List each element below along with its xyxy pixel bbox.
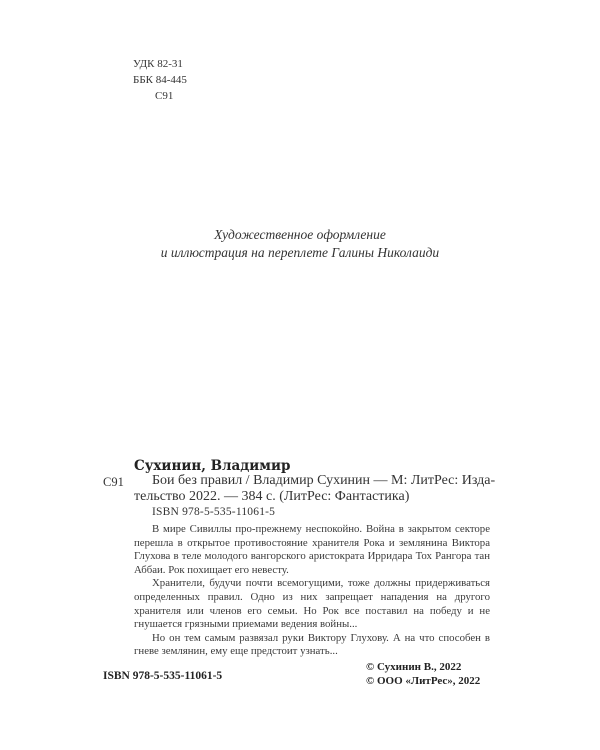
catalog-author: Сухинин, Владимир xyxy=(134,458,291,474)
annotation-paragraph: Но он тем самым развязал руки Виктору Глухову. А на что способен в гневе землянин, ему еще предстоит узнать... xyxy=(134,631,490,658)
bibliographic-description xyxy=(134,473,494,505)
credits-line-2: и иллюстрация на переплете Галины Николаиди xyxy=(160,245,440,260)
illustration-credits xyxy=(0,226,600,262)
copyright-author: © Сухинин В., 2022 xyxy=(366,661,462,673)
bbk-code: ББК 84-445 xyxy=(133,74,187,86)
annotation-paragraph: Хранители, будучи почти всемогущими, тоже должны придерживаться определенных правил. Одно из них запрещает нападения на другого хранителя или членов его семьи. Но Рок все поставил на победу и не гнушается грязными приемами ведения войны... xyxy=(134,577,490,631)
description-line-1: Бои без правил / Владимир Сухинин — М: ЛитРес: Изда- xyxy=(152,473,496,488)
catalog-author-mark: С91 xyxy=(103,475,124,489)
annotation-paragraph: В мире Сивиллы про-прежнему неспокойно. Война в закрытом секторе перешла в открытое противостояние хранителя Рока и землянина Виктора Глухова в теле молодого вангорского аристократа Ирридара Тох Рангора тан Аббаи. Рок похищает его невесту. xyxy=(134,523,490,576)
author-mark: С91 xyxy=(155,90,174,102)
classification-codes xyxy=(133,56,187,104)
credits-line-1: Художественное оформление xyxy=(214,227,386,242)
description-line-2: тельство 2022. — 384 с. (ЛитРес: Фантастика) xyxy=(134,489,410,504)
copyright-publisher: © ООО «ЛитРес», 2022 xyxy=(366,674,481,687)
footer-isbn: ISBN 978-5-535-11061-5 xyxy=(103,670,223,682)
copyright-block xyxy=(366,661,480,688)
catalog-isbn: ISBN 978-5-535-11061-5 xyxy=(152,506,276,518)
annotation xyxy=(134,523,490,659)
udk-code: УДК 82-31 xyxy=(133,58,183,70)
